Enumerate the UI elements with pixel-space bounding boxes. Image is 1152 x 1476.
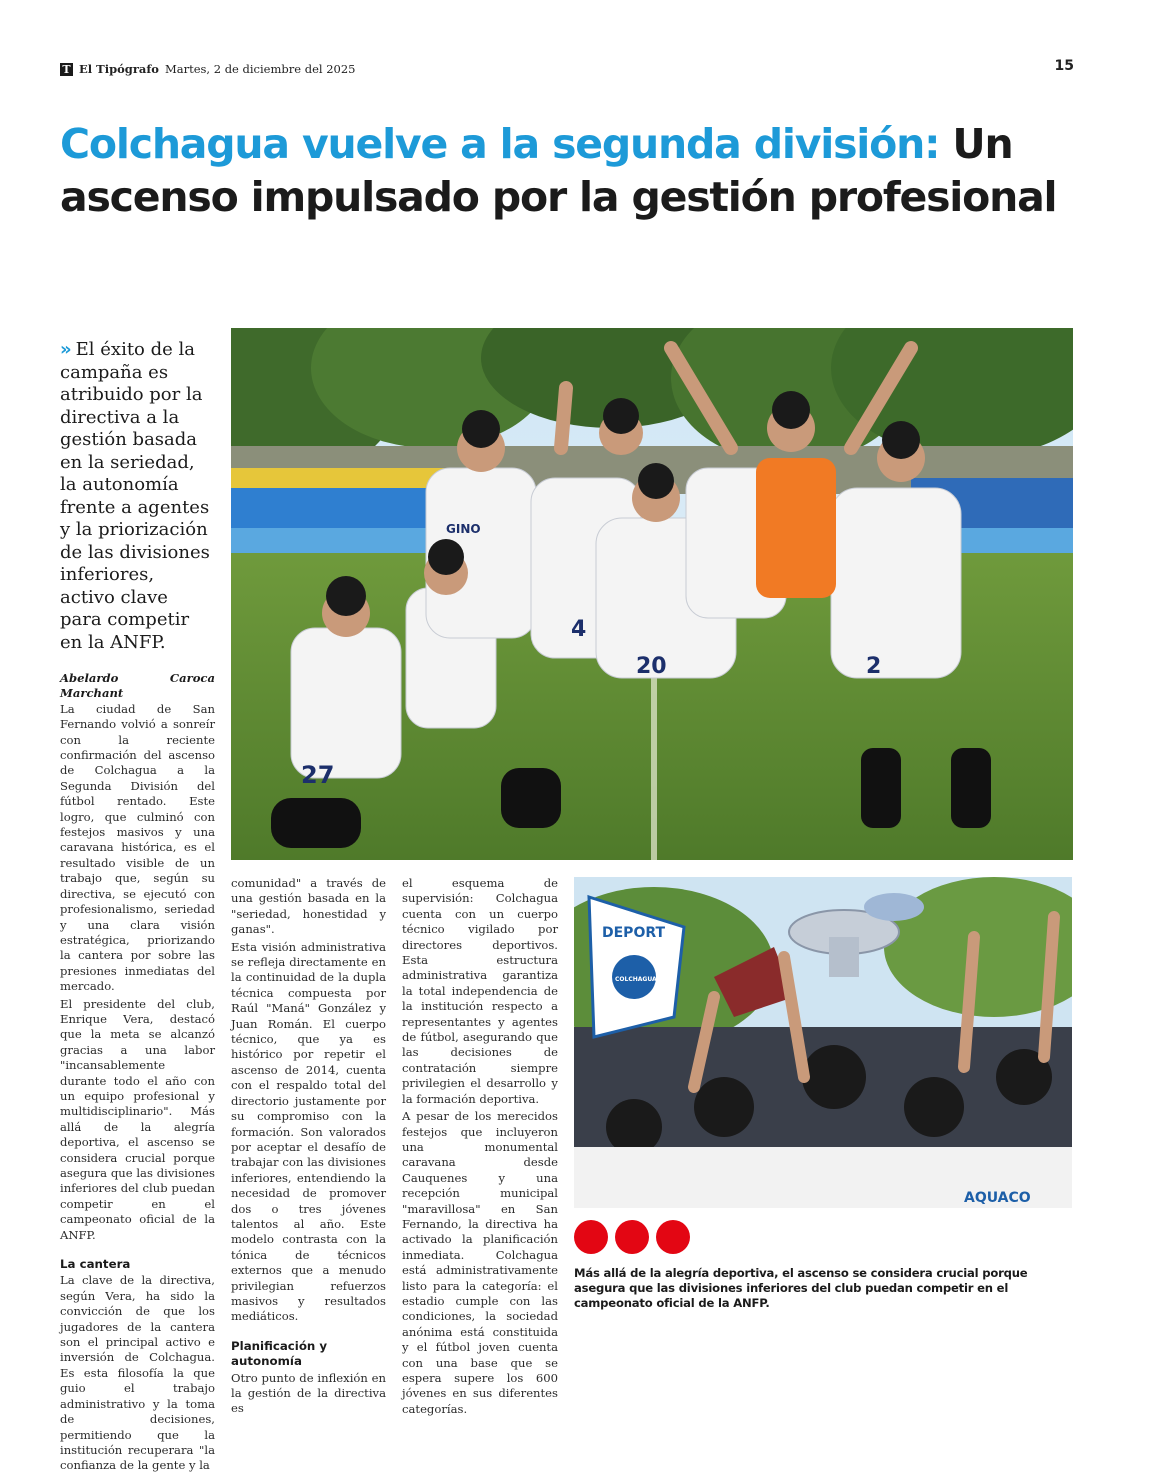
paragraph: A pesar de los merecidos festejos que incluyeron una monumental caravana desde Cauquenes y una recepción municipal "maravillosa" en San Fernando, la directiva ha activado la planificación inmediata. Colchagua está administrativamente listo para la categoría: el estadio cumple con las condiciones, la sociedad anónima está constituida y el fútbol joven cuenta con una base que se espera supere los 600 jóvenes en sus diferentes categorías. bbox=[402, 1109, 558, 1416]
paragraph: La ciudad de San Fernando volvió a sonreír con la reciente confirmación del ascenso de Colchagua a la Segunda División del fútbol rentado. Este logro, que culminó con festejos masivos y una caravana histórica, es el resultado visible de un trabajo que, según su directiva, se ejecutó con profesionalismo, seriedad y una clara visión estratégica, priorizando la cantera por sobre las presiones inmediatas del mercado. bbox=[60, 701, 215, 994]
quote-mark-icon: » bbox=[60, 339, 72, 360]
subheading-planificacion: Planificación y autonomía bbox=[231, 1338, 328, 1369]
sponsor-logo: GINO bbox=[446, 522, 481, 536]
paragraph: El presidente del club, Enrique Vera, destacó que la meta se alcanzó gracias a una labor "incansablemente durante todo el año con un equipo profesional y multidisciplinario". Más allá de la alegría deportiva, el ascenso se considera crucial porque asegura que las divisiones inferiores del club puedan competir en el campeonato oficial de la ANFP. bbox=[60, 996, 215, 1242]
flag-text: DEPORT bbox=[602, 925, 666, 941]
headline-rest: Un ascenso impulsado por la gestión profesional bbox=[60, 120, 1057, 221]
article-column-1 bbox=[60, 671, 215, 1476]
article-column-3 bbox=[402, 876, 558, 1419]
paragraph: comunidad" a través de una gestión basada en la "seriedad, honestidad y ganas". bbox=[231, 876, 386, 937]
headline bbox=[60, 118, 1080, 224]
jersey-number: 4 bbox=[571, 617, 587, 642]
newspaper-logo-icon: T bbox=[60, 63, 73, 76]
trophy-celebration-photo bbox=[574, 877, 1072, 1208]
red-dot-icon bbox=[574, 1220, 608, 1254]
badge-text: COLCHAGUA bbox=[615, 976, 657, 983]
paragraph: Esta visión administrativa se refleja directamente en la continuidad de la dupla técnica compuesta por Raúl "Maná" González y Juan Román. El cuerpo técnico, que ya es histórico por repetir el ascenso de 2014, cuenta con el respaldo total del directorio justamente por su compromiso con la formación. Son valorados por aceptar el desafío de trabajar con las divisiones inferiores, entendiendo la necesidad de promover dos o tres jóvenes talentos al año. Este modelo contrasta con la tónica de técnicos externos que a menudo privilegian refuerzos masivos y resultados mediáticos. bbox=[231, 939, 386, 1324]
pull-quote bbox=[60, 339, 210, 654]
team-celebration-photo bbox=[231, 328, 1073, 860]
paragraph: el esquema de supervisión: Colchagua cuenta con un cuerpo técnico vigilado por directores deportivos. Esta estructura administrativa garantiza la total independencia de la institución respecto a representantes y agentes de fútbol, asegurando que las decisiones de contratación siempre privilegien el desarrollo y la formación deportiva. bbox=[402, 876, 558, 1106]
paragraph: Otro punto de inflexión en la gestión de la directiva es bbox=[231, 1370, 386, 1416]
jersey-number: 2 bbox=[866, 654, 882, 679]
issue-date: Martes, 2 de diciembre del 2025 bbox=[164, 62, 356, 76]
newspaper-brand: El Tipógrafo bbox=[79, 62, 159, 76]
red-dot-icon bbox=[615, 1220, 649, 1254]
paragraph: La clave de la directiva, según Vera, ha sido la convicción de que los jugadores de la cantera son el principal activo e inversión de Colchagua. Es esta filosofía la que guio el trabajo administrativo y la toma de decisiones, permitiendo que la institución recuperara "la confianza de la gente y la bbox=[60, 1273, 215, 1473]
sponsor-logo: AQUACO bbox=[964, 1190, 1031, 1206]
subheading-cantera: La cantera bbox=[60, 1257, 131, 1272]
byline: Abelardo Caroca Marchant bbox=[60, 671, 215, 701]
red-dot-icon bbox=[656, 1220, 690, 1254]
headline-highlight: Colchagua vuelve a la segunda división: bbox=[60, 120, 940, 168]
article-column-2 bbox=[231, 876, 386, 1419]
page-number: 15 bbox=[1054, 58, 1074, 74]
photo-caption: Más allá de la alegría deportiva, el ascenso se considera crucial porque asegura que las divisiones inferiores del club puedan competir en el campeonato oficial de la ANFP. bbox=[574, 1266, 1028, 1311]
masthead bbox=[60, 60, 355, 78]
decorative-dots bbox=[574, 1220, 690, 1254]
pull-quote-text: El éxito de la campaña es atribuido por la directiva a la gestión basada en la seriedad, la autonomía frente a agentes y la priorización de las divisiones inferiores, activo clave para competir en la ANFP. bbox=[60, 339, 210, 653]
jersey-number: 20 bbox=[636, 654, 667, 679]
jersey-number: 27 bbox=[301, 761, 335, 789]
